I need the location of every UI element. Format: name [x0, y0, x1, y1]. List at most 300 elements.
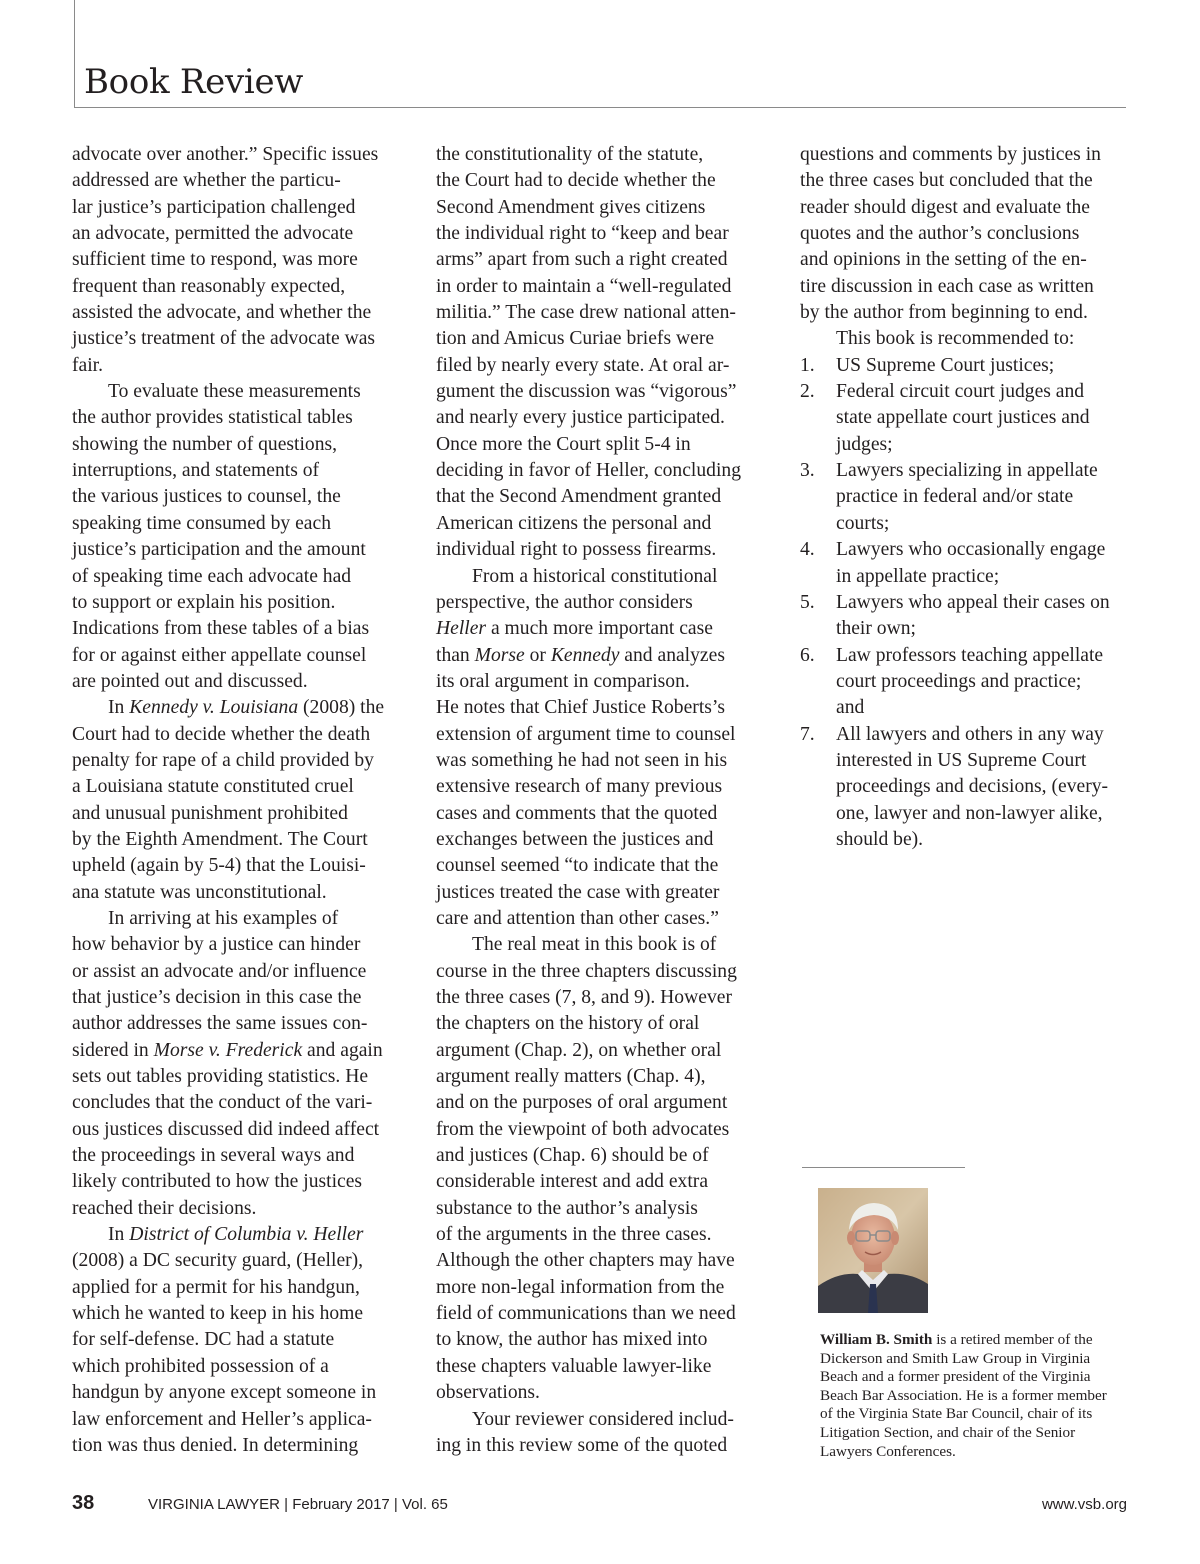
- text-line: [72, 247, 392, 273]
- text-column-2: [436, 142, 756, 1459]
- text-run: that the Second Amendment granted: [436, 486, 722, 508]
- website-link[interactable]: www.vsb.org: [1041, 1496, 1127, 1513]
- text-line: [72, 1011, 392, 1037]
- text-line: [436, 221, 756, 247]
- list-item-text: Lawyers who occasionally engage: [836, 539, 1106, 561]
- text-line: [72, 880, 392, 906]
- text-run: that justice’s decision in this case the: [72, 987, 362, 1008]
- text-line: [72, 432, 392, 458]
- text-run: showing the number of questions,: [72, 433, 338, 455]
- text-line: [436, 774, 756, 800]
- text-line: [820, 1331, 1130, 1350]
- text-run: lar justice’s participation challenged: [72, 196, 356, 218]
- list-number: [800, 616, 836, 642]
- list-number: [800, 511, 836, 537]
- text-run: (2008) the: [298, 697, 385, 719]
- text-line: [436, 168, 756, 194]
- text-line: [436, 880, 756, 906]
- text-line: [72, 722, 392, 748]
- text-line: [436, 484, 756, 510]
- list-item-text: one, lawyer and non-lawyer alike,: [836, 802, 1103, 824]
- text-run: ing in this review some of the quoted: [436, 1434, 728, 1456]
- publication-info: VIRGINIA LAWYER | February 2017 | Vol. 65: [148, 1496, 448, 1513]
- text-line: [800, 168, 1130, 194]
- text-run: penalty for rape of a child provided by: [72, 749, 374, 771]
- text-line: [436, 511, 756, 537]
- text-run: justice’s participation and the amount: [72, 539, 366, 561]
- text-run: and unusual punishment prohibited: [72, 802, 348, 824]
- text-line: [72, 1275, 392, 1301]
- text-line: [436, 1064, 756, 1090]
- text-run: arms” apart from such a right created: [436, 249, 728, 271]
- text-run: of the arguments in the three cases.: [436, 1224, 712, 1246]
- text-line: [72, 353, 392, 379]
- text-line: [72, 906, 392, 932]
- list-item: [800, 643, 1130, 669]
- text-line: [72, 985, 392, 1011]
- text-line: [820, 1405, 1130, 1424]
- text-run: and opinions in the setting of the en-: [800, 249, 1087, 271]
- text-run: for or against either appellate counsel: [72, 644, 367, 666]
- text-line: [436, 827, 756, 853]
- italic-text: Morse v. Frederick: [153, 1039, 303, 1061]
- list-number: 2.: [800, 381, 815, 403]
- list-number: 1.: [800, 354, 815, 376]
- text-line: [436, 906, 756, 932]
- text-run: counsel seemed “to indicate that the: [436, 855, 719, 877]
- text-run: frequent than reasonably expected,: [72, 275, 346, 297]
- text-line: [72, 1169, 392, 1195]
- text-run: these chapters valuable lawyer-like: [436, 1355, 712, 1377]
- list-number: [800, 564, 836, 590]
- text-line: [72, 616, 392, 642]
- text-line: [72, 379, 392, 405]
- text-line: [72, 1222, 392, 1248]
- text-line: [436, 1275, 756, 1301]
- text-run: by the Eighth Amendment. The Court: [72, 828, 368, 850]
- text-run: observations.: [436, 1382, 540, 1404]
- list-number: 3.: [800, 460, 815, 482]
- text-run: its oral argument in comparison.: [436, 670, 690, 692]
- text-run: for self-defense. DC had a statute: [72, 1329, 335, 1351]
- text-line: [72, 1117, 392, 1143]
- text-run: and on the purposes of oral argument: [436, 1092, 728, 1114]
- photo-rule: [802, 1167, 965, 1168]
- text-line: [436, 1433, 756, 1459]
- text-run: which he wanted to keep in his home: [72, 1303, 364, 1325]
- list-item: [800, 590, 1130, 616]
- list-item: [800, 511, 1130, 537]
- text-line: [72, 1038, 392, 1064]
- list-item: [800, 669, 1130, 695]
- text-line: [72, 1143, 392, 1169]
- text-line: [436, 1038, 756, 1064]
- text-run: the chapters on the history of oral: [436, 1013, 700, 1035]
- list-number: [800, 827, 836, 853]
- list-item-text: practice in federal and/or state: [836, 486, 1074, 508]
- text-run: the proceedings in several ways and: [72, 1145, 355, 1167]
- text-line: [436, 537, 756, 563]
- text-run: or assist an advocate and/or influence: [72, 960, 367, 982]
- text-run: justices treated the case with greater: [436, 881, 720, 903]
- text-run: of the Virginia State Bar Council, chair of its: [820, 1405, 1093, 1423]
- text-line: [436, 801, 756, 827]
- text-line: [72, 932, 392, 958]
- text-line: [436, 748, 756, 774]
- text-line: [72, 1301, 392, 1327]
- list-number: [800, 801, 836, 827]
- text-run: Beach Bar Association. He is a former member: [820, 1386, 1107, 1404]
- text-run: ous justices discussed did indeed affect: [72, 1118, 380, 1140]
- italic-text: Kennedy: [550, 644, 620, 666]
- text-line: [72, 458, 392, 484]
- text-run: perspective, the author considers: [436, 591, 693, 613]
- text-line: [436, 1248, 756, 1274]
- list-item: [800, 432, 1130, 458]
- text-run: an advocate, permitted the advocate: [72, 223, 354, 245]
- text-run: The real meat in this book is of: [472, 934, 717, 956]
- list-item: [800, 695, 1130, 721]
- text-run: the three cases but concluded that the: [800, 170, 1093, 192]
- list-item: [800, 722, 1130, 748]
- text-run: advocate over another.” Specific issues: [72, 144, 379, 165]
- text-run: and analyzes: [619, 644, 725, 666]
- text-line: [436, 722, 756, 748]
- text-line: [436, 1090, 756, 1116]
- list-item: [800, 801, 1130, 827]
- text-column-3: [800, 142, 1130, 853]
- list-number: [800, 695, 836, 721]
- text-run: reached their decisions.: [72, 1197, 257, 1219]
- italic-text: District of Columbia v. Heller: [129, 1224, 364, 1246]
- text-run: the Court had to decide whether the: [436, 170, 716, 192]
- text-run: the constitutionality of the statute,: [436, 144, 704, 165]
- list-item-text: proceedings and decisions, (every-: [836, 776, 1109, 798]
- text-run: and nearly every justice participated.: [436, 407, 725, 429]
- text-run: the three cases (7, 8, and 9). However: [436, 987, 732, 1008]
- text-run: field of communications than we need: [436, 1303, 736, 1325]
- text-run: cases and comments that the quoted: [436, 802, 718, 824]
- text-line: [436, 1143, 756, 1169]
- text-run: the author provides statistical tables: [72, 407, 353, 429]
- header-vertical-rule: [74, 0, 75, 108]
- text-column-1: [72, 142, 392, 1459]
- text-line: [436, 274, 756, 300]
- text-run: is a retired member of the: [932, 1331, 1093, 1348]
- list-item: [800, 353, 1130, 379]
- text-run: exchanges between the justices and: [436, 828, 714, 850]
- text-line: [436, 379, 756, 405]
- text-run: considerable interest and add extra: [436, 1171, 709, 1193]
- text-line: [820, 1387, 1130, 1406]
- text-run: to know, the author has mixed into: [436, 1329, 708, 1351]
- text-run: He notes that Chief Justice Roberts’s: [436, 697, 725, 719]
- text-line: [72, 801, 392, 827]
- text-line: [436, 853, 756, 879]
- list-number: [800, 405, 836, 431]
- text-line: [72, 643, 392, 669]
- text-line: [72, 537, 392, 563]
- text-line: [436, 432, 756, 458]
- text-line: [800, 274, 1130, 300]
- text-run: likely contributed to how the justices: [72, 1171, 363, 1193]
- text-run: the various justices to counsel, the: [72, 486, 341, 508]
- text-line: [72, 511, 392, 537]
- text-run: (2008) a DC security guard, (Heller),: [72, 1250, 364, 1272]
- text-run: of speaking time each advocate had: [72, 565, 352, 587]
- text-run: tion and Amicus Curiae briefs were: [436, 328, 715, 350]
- text-run: and justices (Chap. 6) should be of: [436, 1145, 709, 1167]
- text-run: upheld (again by 5-4) that the Louisi-: [72, 855, 366, 877]
- text-line: [820, 1368, 1130, 1387]
- italic-text: Kennedy v. Louisiana: [129, 697, 299, 719]
- text-run: From a historical constitutional: [472, 565, 718, 587]
- text-line: [72, 300, 392, 326]
- text-run: author addresses the same issues con-: [72, 1013, 368, 1035]
- text-line: [72, 405, 392, 431]
- section-title: Book Review: [84, 62, 304, 102]
- text-run: questions and comments by justices in: [800, 144, 1101, 165]
- text-run: in order to maintain a “well-regulated: [436, 275, 732, 297]
- text-run: Your reviewer considered includ-: [472, 1408, 734, 1430]
- list-item-text: judges;: [836, 433, 893, 455]
- text-line: [436, 1011, 756, 1037]
- text-run: interruptions, and statements of: [72, 460, 320, 482]
- text-run: and again: [302, 1039, 383, 1061]
- text-run: Lawyers Conferences.: [820, 1442, 956, 1460]
- text-run: reader should digest and evaluate the: [800, 196, 1090, 218]
- list-item-text: court proceedings and practice;: [836, 670, 1082, 692]
- text-line: [436, 1117, 756, 1143]
- text-line: [72, 853, 392, 879]
- text-line: [72, 695, 392, 721]
- text-line: [72, 484, 392, 510]
- text-line: [72, 1196, 392, 1222]
- text-run: to support or explain his position.: [72, 591, 336, 613]
- text-run: Although the other chapters may have: [436, 1250, 735, 1272]
- text-line: [820, 1424, 1130, 1443]
- list-item-text: Lawyers specializing in appellate: [836, 460, 1098, 482]
- text-line: [436, 932, 756, 958]
- list-item-text: Lawyers who appeal their cases on: [836, 591, 1110, 613]
- page-number: 38: [72, 1492, 95, 1514]
- text-run: substance to the author’s analysis: [436, 1197, 698, 1219]
- text-line: [436, 695, 756, 721]
- text-run: argument really matters (Chap. 4),: [436, 1066, 706, 1088]
- list-item-text: their own;: [836, 618, 916, 640]
- text-run: Once more the Court split 5-4 in: [436, 433, 691, 455]
- text-line: [72, 564, 392, 590]
- text-line: [436, 959, 756, 985]
- text-run: course in the three chapters discussing: [436, 960, 737, 982]
- text-run: To evaluate these measurements: [108, 381, 361, 403]
- text-run: deciding in favor of Heller, concluding: [436, 460, 741, 482]
- text-line: [800, 247, 1130, 273]
- text-line: [72, 168, 392, 194]
- italic-text: Heller: [436, 618, 487, 640]
- text-line: [436, 1169, 756, 1195]
- text-line: [436, 1196, 756, 1222]
- text-run: ana statute was unconstitutional.: [72, 881, 327, 903]
- list-item-text: Law professors teaching appellate: [836, 644, 1104, 666]
- text-run: tire discussion in each case as written: [800, 275, 1094, 297]
- text-run: American citizens the personal and: [436, 512, 712, 534]
- text-run: In: [108, 1224, 130, 1246]
- text-run: a Louisiana statute constituted cruel: [72, 776, 354, 798]
- text-run: Indications from these tables of a bias: [72, 618, 370, 640]
- list-item-text: interested in US Supreme Court: [836, 749, 1087, 771]
- list-number: 6.: [800, 644, 815, 666]
- text-line: [436, 300, 756, 326]
- list-number: [800, 432, 836, 458]
- text-run: gument the discussion was “vigorous”: [436, 381, 737, 403]
- list-item: [800, 458, 1130, 484]
- text-line: [436, 458, 756, 484]
- text-run: how behavior by a justice can hinder: [72, 934, 361, 956]
- list-item: [800, 827, 1130, 853]
- list-number: [800, 748, 836, 774]
- list-number: [800, 484, 836, 510]
- text-line: [72, 590, 392, 616]
- text-line: [436, 1301, 756, 1327]
- text-line: [436, 1407, 756, 1433]
- text-run: Dickerson and Smith Law Group in Virginia: [820, 1349, 1091, 1367]
- list-item: [800, 564, 1130, 590]
- text-line: [436, 643, 756, 669]
- text-line: [72, 326, 392, 352]
- text-line: [436, 247, 756, 273]
- list-item-text: and: [836, 697, 865, 719]
- text-run: argument (Chap. 2), on whether oral: [436, 1039, 722, 1061]
- text-line: [436, 405, 756, 431]
- text-run: speaking time consumed by each: [72, 512, 331, 534]
- text-line: [72, 221, 392, 247]
- text-line: [436, 1354, 756, 1380]
- text-line: [820, 1443, 1130, 1462]
- text-line: [800, 300, 1130, 326]
- text-run: assisted the advocate, and whether the: [72, 302, 372, 324]
- text-line: [436, 985, 756, 1011]
- text-line: [72, 827, 392, 853]
- author-photo: [818, 1188, 928, 1313]
- list-item: [800, 774, 1130, 800]
- list-number: [800, 669, 836, 695]
- text-run: or: [524, 644, 551, 666]
- text-run: filed by nearly every state. At oral ar-: [436, 354, 730, 376]
- text-line: [72, 774, 392, 800]
- list-item-text: Federal circuit court judges and: [836, 381, 1085, 403]
- text-run: care and attention than other cases.”: [436, 907, 719, 929]
- list-item: [800, 484, 1130, 510]
- text-run: which prohibited possession of a: [72, 1355, 329, 1377]
- list-item-text: All lawyers and others in any way: [836, 723, 1104, 745]
- text-run: concludes that the conduct of the vari-: [72, 1092, 373, 1114]
- text-line: [72, 1380, 392, 1406]
- text-line: [436, 669, 756, 695]
- text-line: [72, 1248, 392, 1274]
- bold-text: William B. Smith: [820, 1331, 933, 1348]
- text-line: [72, 142, 392, 168]
- text-line: [72, 1090, 392, 1116]
- text-line: [436, 142, 756, 168]
- text-run: by the author from beginning to end.: [800, 302, 1088, 324]
- text-run: from the viewpoint of both advocates: [436, 1118, 730, 1140]
- text-run: extensive research of many previous: [436, 776, 723, 798]
- author-bio: [820, 1331, 1130, 1461]
- list-number: 5.: [800, 591, 815, 613]
- italic-text: Morse: [474, 644, 525, 666]
- text-line: [436, 326, 756, 352]
- list-item: [800, 748, 1130, 774]
- text-line: [820, 1350, 1130, 1369]
- text-run: sidered in: [72, 1039, 154, 1061]
- list-item: [800, 537, 1130, 563]
- text-run: sufficient time to respond, was more: [72, 249, 358, 271]
- text-line: [72, 274, 392, 300]
- text-line: [72, 1327, 392, 1353]
- text-line: [72, 959, 392, 985]
- text-line: [72, 1407, 392, 1433]
- text-line: [72, 1354, 392, 1380]
- text-run: extension of argument time to counsel: [436, 723, 736, 745]
- text-line: [436, 353, 756, 379]
- list-item-text: US Supreme Court justices;: [836, 354, 1055, 376]
- list-item-text: should be).: [836, 828, 924, 850]
- text-run: fair.: [72, 354, 104, 376]
- text-run: are pointed out and discussed.: [72, 670, 308, 692]
- text-run: This book is recommended to:: [836, 328, 1075, 350]
- column-3-text: [800, 142, 1130, 353]
- text-run: In: [108, 697, 130, 719]
- list-item: [800, 616, 1130, 642]
- list-item-text: courts;: [836, 512, 890, 534]
- text-line: [436, 195, 756, 221]
- text-run: a much more important case: [486, 618, 713, 640]
- text-run: than: [436, 644, 475, 666]
- text-line: [800, 221, 1130, 247]
- list-item: [800, 379, 1130, 405]
- list-item-text: state appellate court justices and: [836, 407, 1090, 429]
- header-horizontal-rule: [74, 107, 1126, 108]
- text-run: Litigation Section, and chair of the Senior: [820, 1423, 1076, 1441]
- recommendation-list: [800, 353, 1130, 854]
- text-run: In arriving at his examples of: [108, 907, 339, 929]
- text-line: [436, 1327, 756, 1353]
- text-run: handgun by anyone except someone in: [72, 1382, 377, 1404]
- text-line: [800, 195, 1130, 221]
- list-number: [800, 774, 836, 800]
- list-number: 4.: [800, 539, 815, 561]
- text-line: [800, 142, 1130, 168]
- text-run: applied for a permit for his handgun,: [72, 1276, 360, 1298]
- text-run: Beach and a former president of the Virginia: [820, 1368, 1091, 1386]
- text-line: [436, 590, 756, 616]
- text-run: more non-legal information from the: [436, 1276, 725, 1298]
- text-line: [72, 195, 392, 221]
- list-item-text: in appellate practice;: [836, 565, 1000, 587]
- text-run: justice’s treatment of the advocate was: [72, 328, 376, 350]
- text-run: Second Amendment gives citizens: [436, 196, 706, 218]
- text-line: [72, 669, 392, 695]
- text-line: [800, 326, 1130, 352]
- text-run: militia.” The case drew national atten-: [436, 302, 736, 324]
- text-line: [72, 748, 392, 774]
- list-number: 7.: [800, 723, 815, 745]
- text-line: [72, 1433, 392, 1459]
- text-line: [72, 1064, 392, 1090]
- text-run: tion was thus denied. In determining: [72, 1434, 359, 1456]
- text-run: Court had to decide whether the death: [72, 723, 371, 745]
